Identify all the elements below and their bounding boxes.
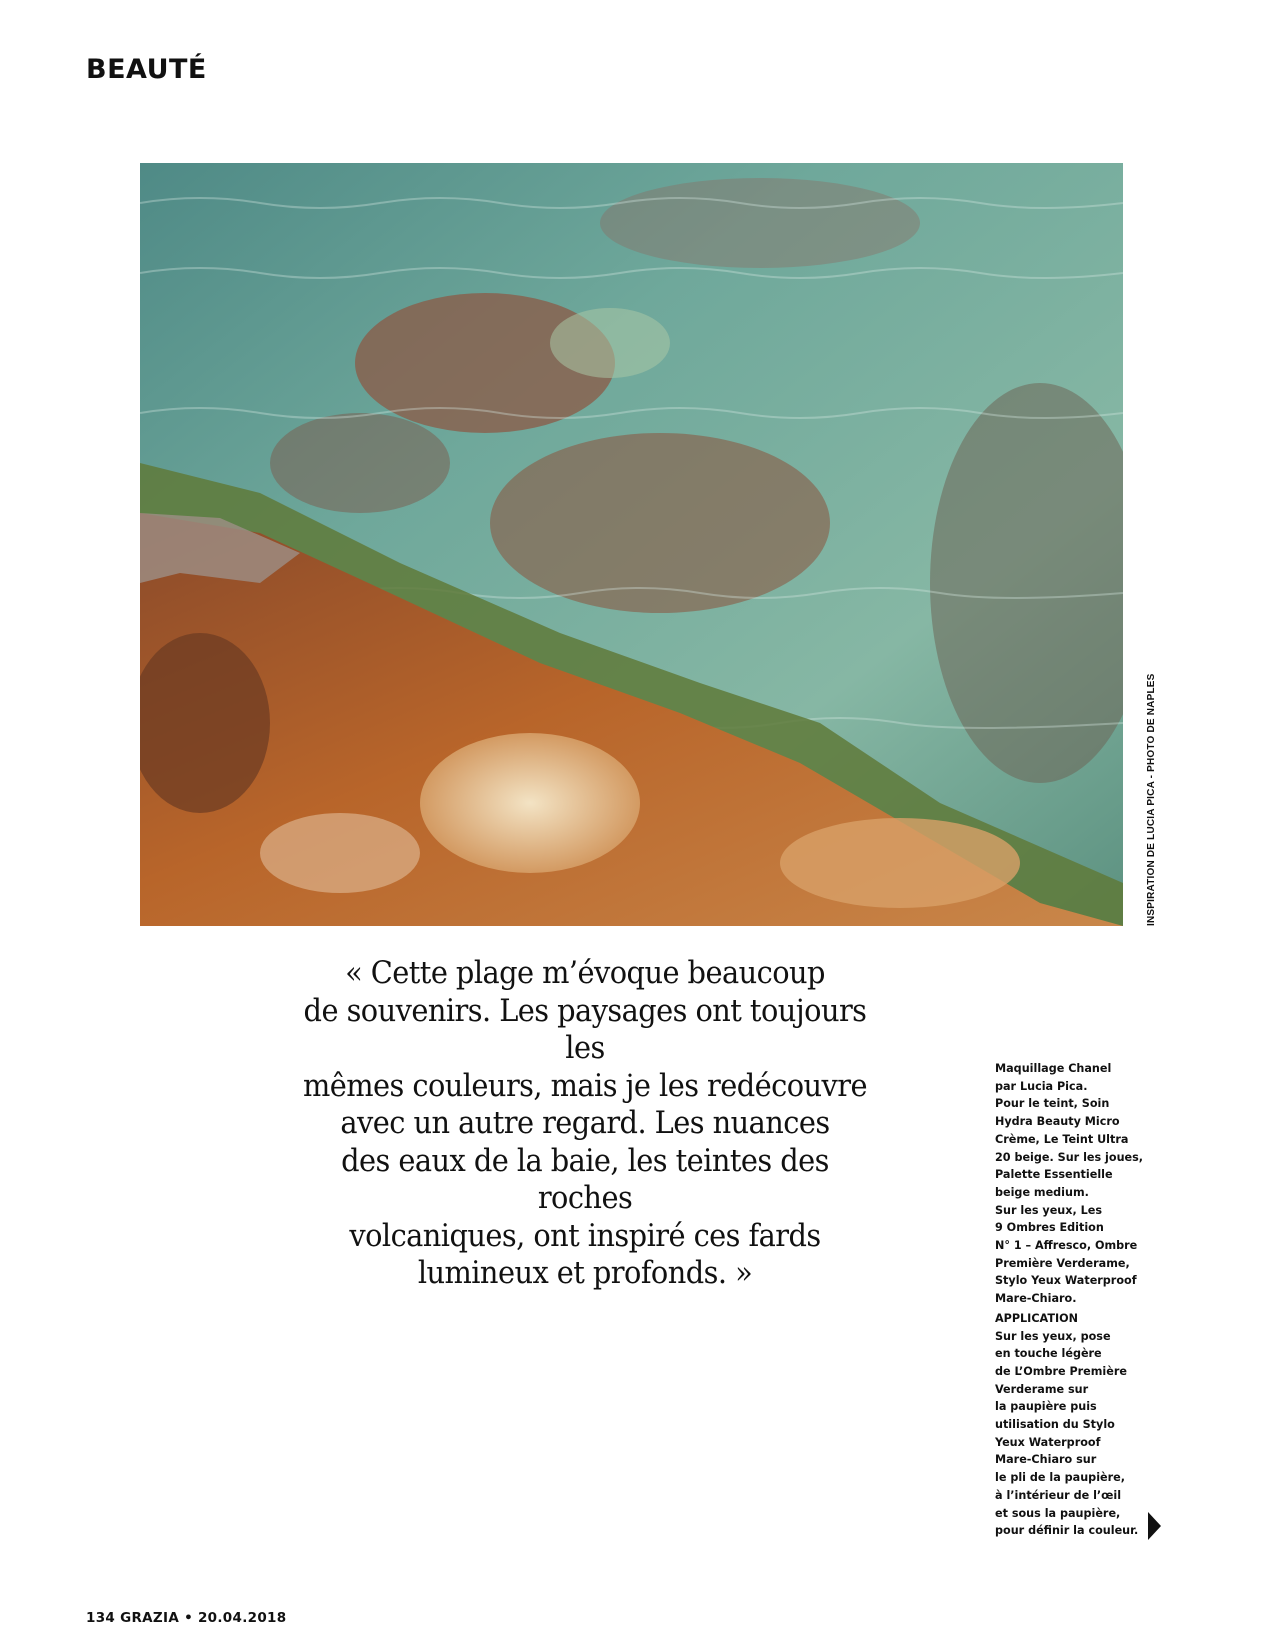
sidebar-line: Sur les yeux, Les (995, 1203, 1102, 1217)
sidebar-line: Yeux Waterproof (995, 1435, 1101, 1449)
sidebar-line: par Lucia Pica. (995, 1079, 1088, 1093)
beach-rocks-sea-photo (140, 163, 1123, 926)
sidebar-line: 20 beige. Sur les joues, (995, 1150, 1144, 1164)
photo-credit: INSPIRATION DE LUCIA PICA - PHOTO DE NAPLES (1146, 673, 1157, 926)
sidebar-line: Sur les yeux, pose (995, 1329, 1111, 1343)
sidebar-line: utilisation du Stylo (995, 1418, 1115, 1432)
sidebar-subhead: APPLICATION (995, 1311, 1079, 1325)
sidebar-line: Mare-Chiaro sur (995, 1453, 1097, 1467)
quote-line: de souvenirs. Les paysages ont toujours les (303, 992, 867, 1066)
makeup-credits-sidebar (995, 1060, 1155, 1540)
photo-illustration (140, 163, 1123, 926)
quote-line: lumineux et profonds. » (417, 1255, 753, 1291)
sidebar-line: Palette Essentielle (995, 1168, 1113, 1182)
sidebar-line: Verderame sur (995, 1382, 1089, 1396)
sidebar-line: 9 Ombres Edition (995, 1221, 1104, 1235)
sidebar-line: le pli de la paupière, (995, 1471, 1125, 1485)
sidebar-line: à l’intérieur de l’œil (995, 1488, 1122, 1502)
pull-quote (292, 955, 878, 1293)
section-title: BEAUTÉ (86, 54, 207, 85)
sidebar-line: Mare-Chiaro. (995, 1292, 1077, 1306)
page-folio: 134 GRAZIA • 20.04.2018 (86, 1610, 287, 1626)
sidebar-line: Première Verderame, (995, 1256, 1130, 1270)
quote-line: « Cette plage m’évoque beaucoup (345, 955, 825, 991)
sidebar-line: Maquillage Chanel (995, 1062, 1112, 1075)
sidebar-line: Stylo Yeux Waterproof (995, 1274, 1137, 1288)
continue-arrow-icon (1148, 1512, 1161, 1540)
sidebar-line: de L’Ombre Première (995, 1364, 1127, 1378)
sidebar-line: la paupière puis (995, 1400, 1097, 1414)
sidebar-line: N° 1 – Affresco, Ombre (995, 1239, 1138, 1253)
quote-line: volcaniques, ont inspiré ces fards (349, 1217, 821, 1254)
sidebar-line: Hydra Beauty Micro (995, 1115, 1120, 1129)
sidebar-line: pour définir la couleur. (995, 1524, 1139, 1538)
sidebar-line: Pour le teint, Soin (995, 1097, 1110, 1111)
quote-line: des eaux de la baie, les teintes des roches (341, 1142, 829, 1216)
quote-line: avec un autre regard. Les nuances (340, 1105, 830, 1141)
sidebar-line: Crème, Le Teint Ultra (995, 1132, 1129, 1146)
sidebar-line: et sous la paupière, (995, 1506, 1121, 1520)
quote-line: mêmes couleurs, mais je les redécouvre (302, 1067, 868, 1104)
sidebar-line: en touche légère (995, 1347, 1102, 1361)
sidebar-line: beige medium. (995, 1185, 1089, 1199)
